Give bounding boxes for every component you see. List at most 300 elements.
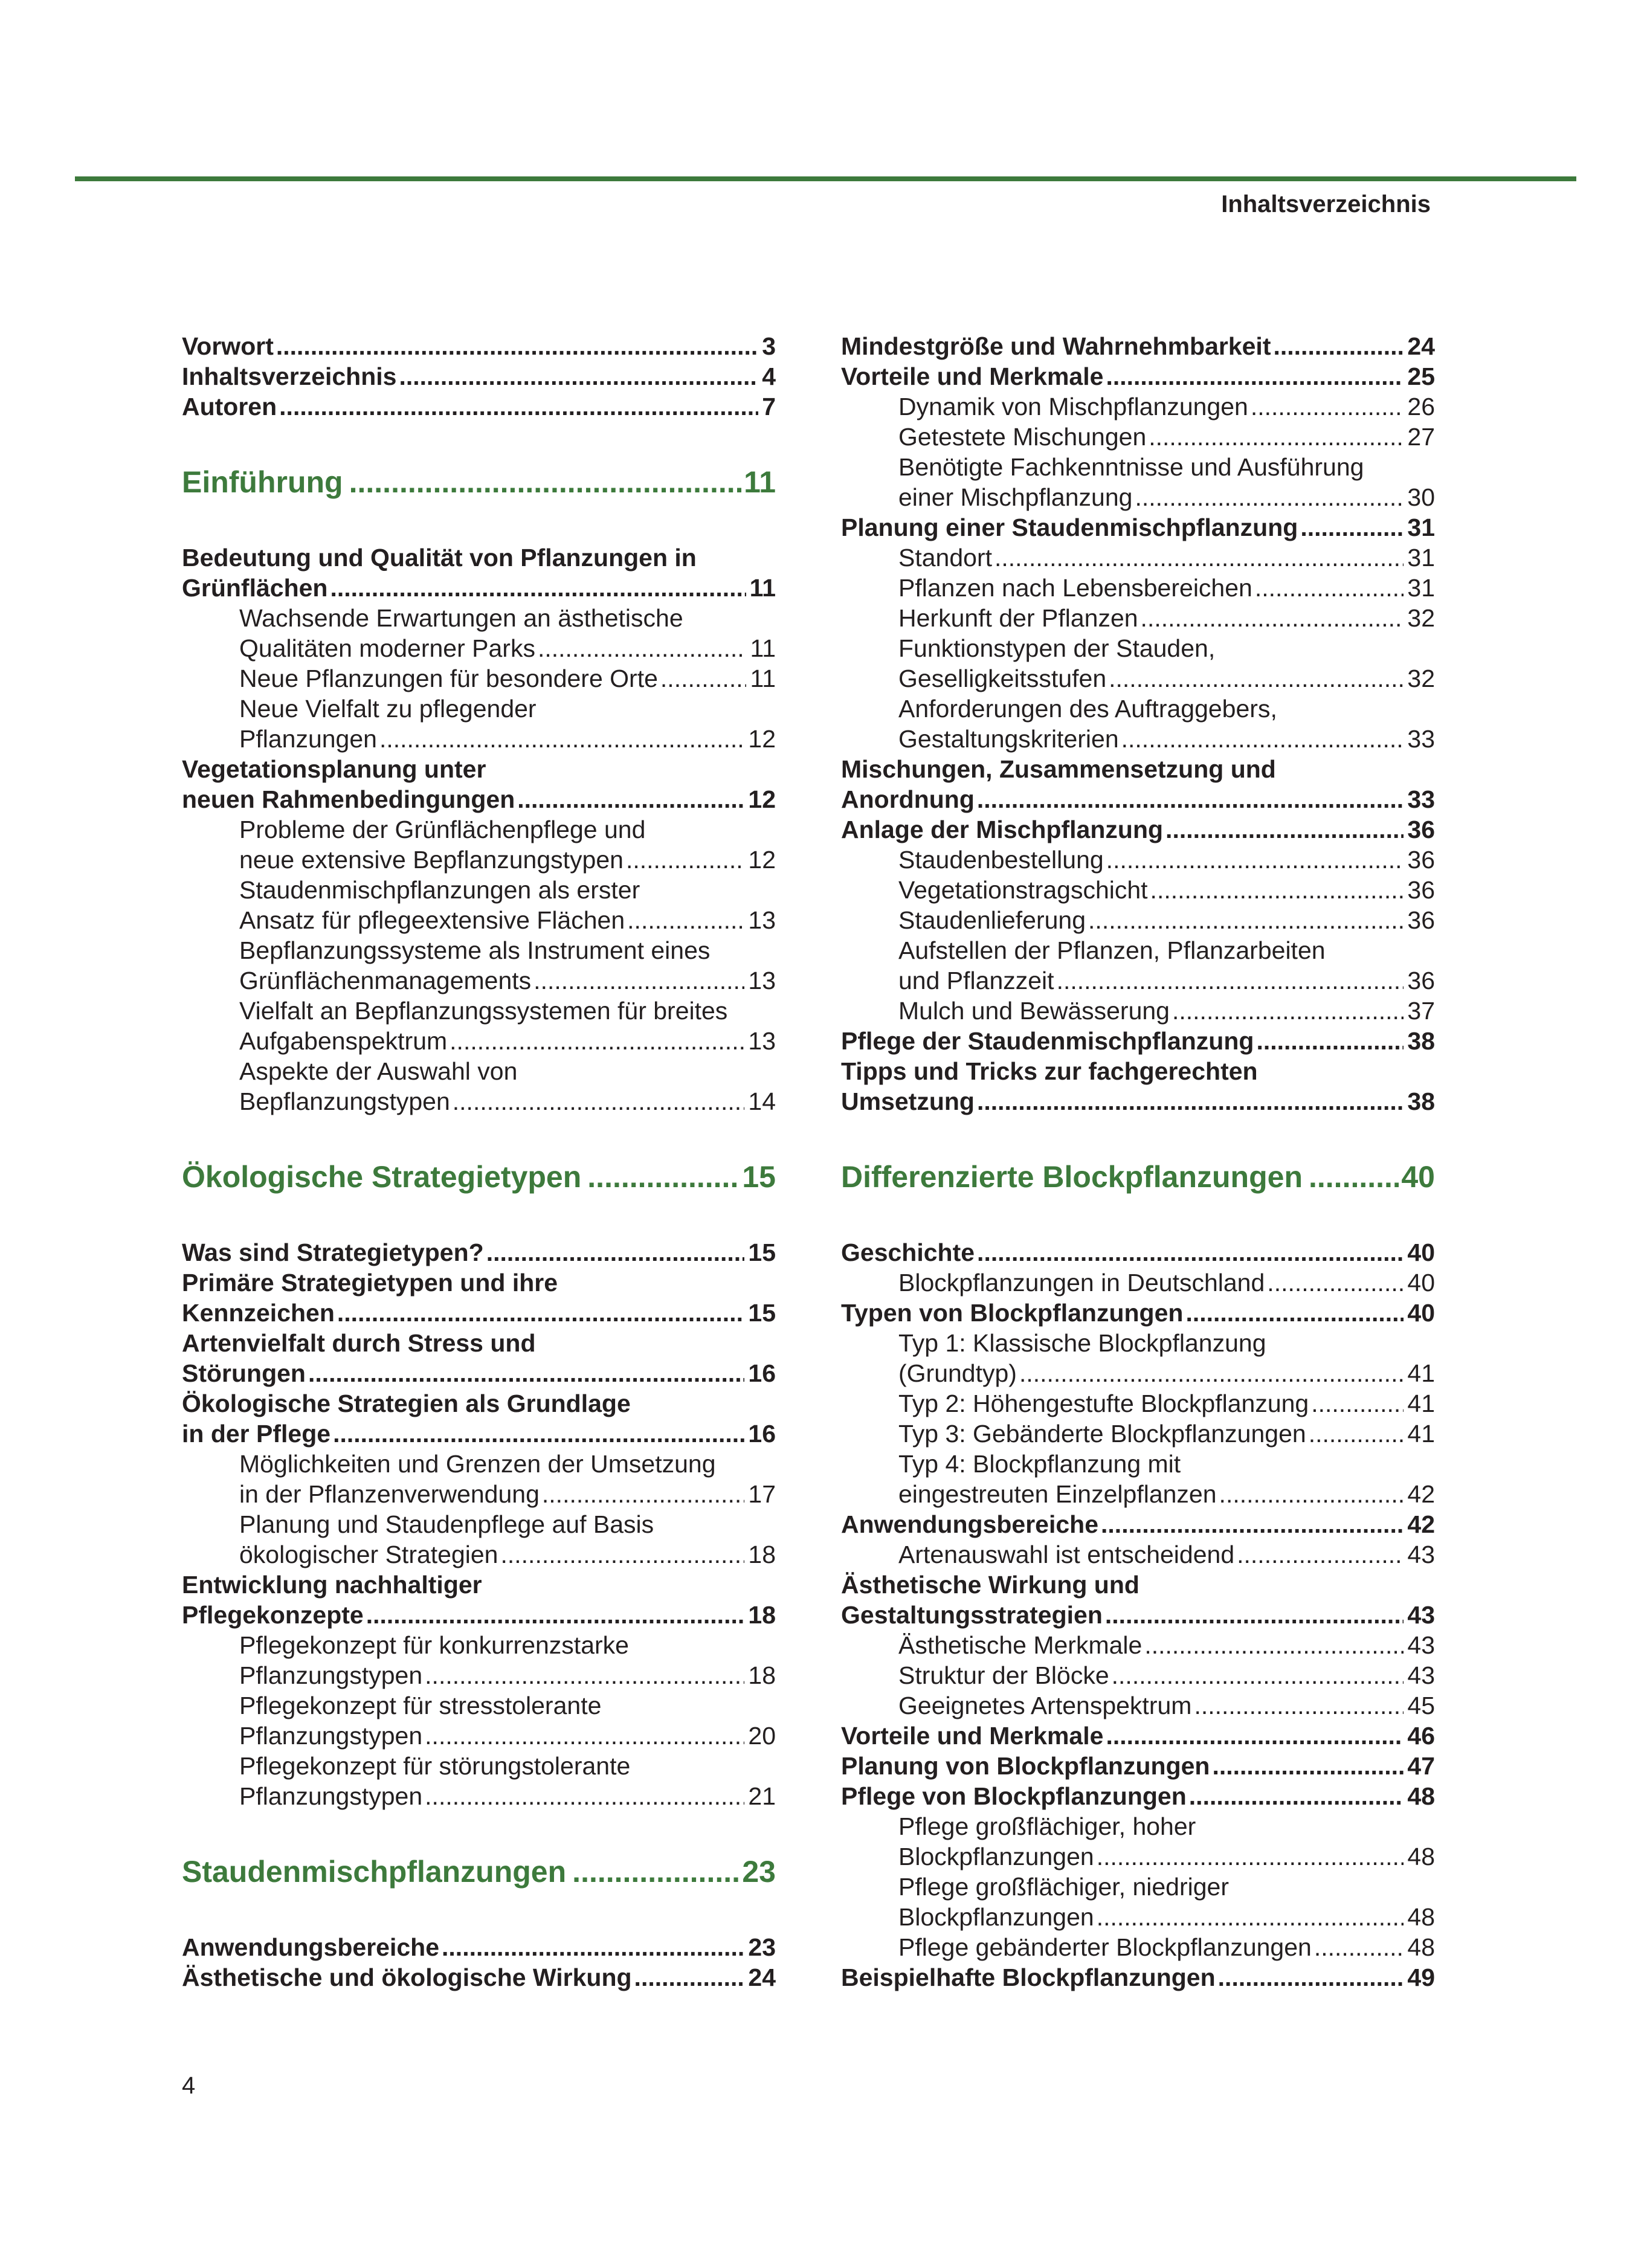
toc-section-title: Primäre Strategietypen und ihre (182, 1269, 558, 1297)
toc-subsection-title: Pflegekonzept für stresstolerante (239, 1692, 602, 1719)
toc-section-page: 25 (1407, 362, 1435, 390)
toc-subsection[interactable] (182, 663, 776, 694)
toc-section[interactable] (182, 1962, 776, 1993)
toc-subsection-title: und Pflanzzeit (898, 967, 1054, 994)
toc-subsection-title: Getestete Mischungen (898, 423, 1147, 451)
toc-subsection-title: Aufgabenspektrum (239, 1027, 448, 1055)
toc-subsection-title: Pflanzungen (239, 725, 377, 753)
toc-section-title: Anwendungsbereiche (182, 1933, 440, 1961)
toc-subsection[interactable] (841, 935, 1435, 965)
toc-chapter[interactable] (182, 1147, 776, 1207)
toc-section-title: Kennzeichen (182, 1299, 335, 1327)
toc-section-title: Vorwort (182, 332, 274, 360)
dot-leader (1256, 1026, 1404, 1056)
toc-subsection-page: 18 (748, 1541, 776, 1568)
toc-subsection-page: 36 (1407, 876, 1435, 904)
toc-section-title: Gestaltungsstrategien (841, 1601, 1103, 1629)
toc-subsection[interactable] (182, 845, 776, 875)
toc-subsection[interactable] (841, 965, 1435, 996)
toc-subsection[interactable] (841, 694, 1435, 724)
toc-subsection-page: 32 (1407, 665, 1435, 692)
toc-subsection[interactable] (182, 1630, 776, 1660)
toc-subsection[interactable] (841, 1539, 1435, 1570)
toc-subsection[interactable] (841, 1328, 1435, 1358)
dot-leader (1097, 1841, 1404, 1872)
toc-subsection-page: 11 (750, 634, 776, 662)
toc-section-title: Anlage der Mischpflanzung (841, 816, 1164, 843)
toc-subsection[interactable] (841, 1388, 1435, 1419)
toc-subsection-title: Blockpflanzungen (898, 1843, 1094, 1870)
dot-leader (1311, 1388, 1404, 1419)
toc-subsection-title: Planung und Staudenpflege auf Basis (239, 1510, 654, 1538)
dot-leader (425, 1781, 744, 1811)
toc-section[interactable] (841, 1570, 1435, 1600)
toc-subsection-page: 13 (748, 967, 776, 994)
toc-section-page: 38 (1407, 1087, 1435, 1115)
toc-section[interactable] (182, 1419, 776, 1449)
dot-leader (627, 905, 744, 935)
toc-section[interactable] (841, 1086, 1435, 1116)
toc-subsection[interactable] (841, 1479, 1435, 1509)
dot-leader (366, 1600, 745, 1630)
toc-subsection-page: 41 (1407, 1420, 1435, 1448)
dot-leader (977, 1086, 1404, 1116)
toc-subsection[interactable] (841, 1932, 1435, 1962)
toc-section[interactable] (841, 1751, 1435, 1781)
toc-subsection-title: Blockpflanzungen (898, 1903, 1094, 1931)
toc-subsection-title: Staudenmischpflanzungen als erster (239, 876, 640, 904)
toc-subsection-title: Typ 3: Gebänderte Blockpflanzungen (898, 1420, 1306, 1448)
dot-leader (517, 784, 744, 814)
toc-section[interactable] (841, 361, 1435, 391)
toc-subsection-title: ökologischer Strategien (239, 1541, 498, 1568)
toc-chapter-title: Differenzierte Blockpflanzungen (841, 1160, 1303, 1194)
toc-section-title: Planung einer Staudenmischpflanzung (841, 514, 1298, 541)
toc-subsection[interactable] (841, 603, 1435, 633)
toc-section-page: 24 (1407, 332, 1435, 360)
toc-section-title: Beispielhafte Blockpflanzungen (841, 1964, 1216, 1991)
toc-right-column (841, 331, 1435, 1993)
toc-subsection[interactable] (182, 1449, 776, 1479)
toc-subsection-page: 12 (748, 725, 776, 753)
toc-subsection[interactable] (841, 996, 1435, 1026)
toc-subsection-title: Funktionstypen der Stauden, (898, 634, 1216, 662)
toc-subsection[interactable] (841, 1690, 1435, 1721)
toc-subsection[interactable] (182, 1056, 776, 1086)
toc-section-page: 23 (748, 1933, 776, 1961)
toc-subsection-page: 43 (1407, 1541, 1435, 1568)
toc-subsection-title: einer Mischpflanzung (898, 483, 1133, 511)
toc-subsection-title: Pflanzungstypen (239, 1782, 423, 1810)
toc-spacer (182, 1116, 776, 1147)
toc-chapter-page: 23 (742, 1855, 776, 1889)
toc-section-page: 12 (748, 785, 776, 813)
toc-subsection[interactable] (841, 1630, 1435, 1660)
toc-section-title: Entwicklung nachhaltiger (182, 1571, 482, 1599)
dot-leader (1106, 361, 1404, 391)
dot-leader (1212, 1751, 1404, 1781)
dot-leader (1267, 1268, 1404, 1298)
header-rule (75, 176, 1576, 181)
toc-section[interactable] (182, 1268, 776, 1298)
toc-section-page: 3 (762, 332, 776, 360)
toc-subsection[interactable] (841, 543, 1435, 573)
toc-section[interactable] (841, 784, 1435, 814)
toc-subsection-page: 32 (1407, 604, 1435, 632)
toc-subsection[interactable] (182, 905, 776, 935)
toc-section-page: 15 (748, 1299, 776, 1327)
toc-subsection-page: 31 (1407, 544, 1435, 572)
toc-subsection-title: Dynamik von Mischpflanzungen (898, 393, 1248, 420)
toc-subsection[interactable] (182, 1509, 776, 1539)
toc-section-page: 31 (1407, 514, 1435, 541)
toc-section-title: Störungen (182, 1359, 306, 1387)
toc-section[interactable] (182, 543, 776, 573)
toc-section[interactable] (182, 1570, 776, 1600)
dot-leader (572, 1841, 740, 1902)
toc-subsection[interactable] (841, 724, 1435, 754)
toc-subsection-title: Typ 4: Blockpflanzung mit (898, 1450, 1181, 1478)
toc-section-title: Ästhetische Wirkung und (841, 1571, 1139, 1599)
toc-section-page: 40 (1407, 1239, 1435, 1266)
toc-section-title: Mischungen, Zusammensetzung und (841, 755, 1276, 783)
toc-section[interactable] (841, 814, 1435, 845)
toc-subsection[interactable] (182, 1721, 776, 1751)
toc-section[interactable] (182, 361, 776, 391)
toc-subsection[interactable] (841, 1268, 1435, 1298)
dot-leader (1088, 905, 1404, 935)
toc-subsection-title: Pflegekonzept für störungstolerante (239, 1752, 631, 1780)
toc-section-title: Bedeutung und Qualität von Pflanzungen in (182, 544, 697, 572)
toc-subsection-title: neue extensive Bepflanzungstypen (239, 846, 624, 874)
toc-spacer (182, 1902, 776, 1932)
toc-subsection[interactable] (182, 724, 776, 754)
toc-subsection-title: Pflegekonzept für konkurrenzstarke (239, 1631, 629, 1659)
toc-subsection-title: Blockpflanzungen in Deutschland (898, 1269, 1265, 1297)
toc-subsection[interactable] (841, 845, 1435, 875)
dot-leader (500, 1539, 744, 1570)
toc-section[interactable] (182, 1388, 776, 1419)
toc-section[interactable] (841, 1026, 1435, 1056)
toc-section-title: in der Pflege (182, 1420, 331, 1448)
toc-subsection-title: Pflanzen nach Lebensbereichen (898, 574, 1252, 602)
toc-subsection-page: 43 (1407, 1631, 1435, 1659)
toc-subsection-title: Herkunft der Pflanzen (898, 604, 1138, 632)
toc-subsection[interactable] (182, 1539, 776, 1570)
toc-section-page: 49 (1407, 1964, 1435, 1991)
dot-leader (349, 452, 742, 512)
dot-leader (1172, 996, 1404, 1026)
dot-leader (399, 361, 758, 391)
toc-section[interactable] (182, 573, 776, 603)
dot-leader (425, 1660, 744, 1690)
dot-leader (1121, 724, 1404, 754)
dot-leader (660, 663, 747, 694)
toc-section[interactable] (841, 1509, 1435, 1539)
toc-section-page: 48 (1407, 1782, 1435, 1810)
dot-leader (279, 391, 758, 422)
toc-section-title: Tipps und Tricks zur fachgerechten (841, 1057, 1258, 1085)
toc-subsection-title: Typ 1: Klassische Blockpflanzung (898, 1329, 1266, 1357)
toc-section-page: 18 (748, 1601, 776, 1629)
dot-leader (542, 1479, 745, 1509)
dot-leader (1144, 1630, 1404, 1660)
dot-leader (442, 1932, 744, 1962)
toc-spacer (182, 1811, 776, 1841)
toc-section-title: Geschichte (841, 1239, 975, 1266)
dot-leader (1109, 663, 1404, 694)
toc-section-title: Ästhetische und ökologische Wirkung (182, 1964, 632, 1991)
toc-subsection[interactable] (182, 1781, 776, 1811)
toc-chapter-page: 40 (1401, 1160, 1435, 1194)
toc-section[interactable] (841, 1600, 1435, 1630)
dot-leader (330, 573, 746, 603)
toc-subsection-title: Struktur der Blöcke (898, 1661, 1109, 1689)
dot-leader (1101, 1509, 1404, 1539)
toc-subsection-page: 40 (1407, 1269, 1435, 1297)
toc-subsection-page: 45 (1407, 1692, 1435, 1719)
toc-subsection[interactable] (841, 391, 1435, 422)
toc-subsection-title: Vielfalt an Bepflanzungssystemen für breites (239, 997, 728, 1025)
dot-leader (276, 331, 758, 361)
toc-chapter-title: Ökologische Strategietypen (182, 1160, 582, 1194)
toc-section-page: 42 (1407, 1510, 1435, 1538)
toc-subsection-title: Neue Vielfalt zu pflegender (239, 695, 537, 723)
toc-section-page: 7 (762, 393, 776, 420)
toc-section-title: Pflege der Staudenmischpflanzung (841, 1027, 1254, 1055)
toc-subsection[interactable] (841, 1358, 1435, 1388)
toc-section[interactable] (182, 331, 776, 361)
toc-section[interactable] (841, 1781, 1435, 1811)
toc-subsection-page: 17 (748, 1480, 776, 1508)
toc-subsection[interactable] (182, 814, 776, 845)
toc-section-title: Mindestgröße und Wahrnehmbarkeit (841, 332, 1271, 360)
toc-section[interactable] (182, 1358, 776, 1388)
dot-leader (977, 784, 1404, 814)
toc-subsection[interactable] (182, 875, 776, 905)
toc-section[interactable] (841, 1056, 1435, 1086)
dot-leader (1019, 1358, 1404, 1388)
toc-subsection-page: 36 (1407, 967, 1435, 994)
toc-subsection-page: 21 (748, 1782, 776, 1810)
toc-subsection-page: 33 (1407, 725, 1435, 753)
running-head: Inhaltsverzeichnis (1221, 191, 1431, 217)
toc-section-page: 16 (748, 1420, 776, 1448)
toc-subsection-title: Bepflanzungssysteme als Instrument eines (239, 936, 711, 964)
toc-subsection[interactable] (182, 1026, 776, 1056)
dot-leader (1150, 875, 1404, 905)
toc-subsection[interactable] (841, 1811, 1435, 1841)
toc-spacer (182, 512, 776, 543)
toc-section-page: 43 (1407, 1601, 1435, 1629)
toc-section[interactable] (841, 754, 1435, 784)
toc-subsection[interactable] (182, 1660, 776, 1690)
toc-subsection[interactable] (841, 482, 1435, 512)
toc-subsection-page: 30 (1407, 483, 1435, 511)
toc-subsection-page: 12 (748, 846, 776, 874)
toc-chapter-title: Einführung (182, 465, 343, 499)
dot-leader (1149, 422, 1404, 452)
toc-subsection[interactable] (841, 1841, 1435, 1872)
dot-leader (1135, 482, 1404, 512)
toc-subsection-title: Artenauswahl ist entscheidend (898, 1541, 1235, 1568)
toc-section-title: Grünflächen (182, 574, 328, 602)
dot-leader (1237, 1539, 1404, 1570)
toc-section-title: Inhaltsverzeichnis (182, 362, 397, 390)
toc-section-page: 47 (1407, 1752, 1435, 1780)
toc-section[interactable] (182, 1237, 776, 1268)
toc-subsection[interactable] (182, 965, 776, 996)
dot-leader (333, 1419, 744, 1449)
toc-subsection-page: 37 (1407, 997, 1435, 1025)
toc-subsection-page: 48 (1407, 1903, 1435, 1931)
toc-section-title: Vorteile und Merkmale (841, 1722, 1104, 1750)
toc-subsection-title: Anforderungen des Auftraggebers, (898, 695, 1277, 723)
toc-section-page: 36 (1407, 816, 1435, 843)
dot-leader (1194, 1690, 1404, 1721)
toc-subsection-page: 48 (1407, 1843, 1435, 1870)
toc-subsection[interactable] (841, 452, 1435, 482)
dot-leader (1106, 1721, 1404, 1751)
dot-leader (1185, 1298, 1404, 1328)
toc-subsection[interactable] (182, 1751, 776, 1781)
toc-section[interactable] (182, 391, 776, 422)
toc-section[interactable] (182, 754, 776, 784)
toc-section[interactable] (841, 1962, 1435, 1993)
toc-chapter-title: Staudenmischpflanzungen (182, 1855, 567, 1889)
toc-section[interactable] (182, 1298, 776, 1328)
toc-chapter[interactable] (841, 1147, 1435, 1207)
toc-subsection[interactable] (841, 875, 1435, 905)
toc-subsection-page: 41 (1407, 1359, 1435, 1387)
toc-subsection-title: Aufstellen der Pflanzen, Pflanzarbeiten (898, 936, 1326, 964)
toc-subsection-title: Mulch und Bewässerung (898, 997, 1170, 1025)
dot-leader (337, 1298, 745, 1328)
toc-chapter[interactable] (182, 1841, 776, 1902)
dot-leader (587, 1147, 740, 1207)
toc-subsection-title: Qualitäten moderner Parks (239, 634, 535, 662)
toc-section-title: Anordnung (841, 785, 975, 813)
page-number: 4 (182, 2072, 196, 2099)
toc-subsection[interactable] (182, 1086, 776, 1116)
toc-subsection[interactable] (841, 905, 1435, 935)
toc-subsection-page: 14 (748, 1087, 776, 1115)
toc-subsection-page: 20 (748, 1722, 776, 1750)
dot-leader (379, 724, 744, 754)
dot-leader (486, 1237, 745, 1268)
toc-subsection[interactable] (841, 633, 1435, 663)
toc-subsection-page: 36 (1407, 846, 1435, 874)
toc-section-page: 38 (1407, 1027, 1435, 1055)
toc-section-title: Pflege von Blockpflanzungen (841, 1782, 1187, 1810)
dot-leader (533, 965, 744, 996)
dot-leader (425, 1721, 744, 1751)
toc-section-title: Pflegekonzepte (182, 1601, 364, 1629)
toc-subsection-title: Vegetationstragschicht (898, 876, 1148, 904)
dot-leader (450, 1026, 744, 1056)
toc-subsection[interactable] (182, 1479, 776, 1509)
toc-section[interactable] (841, 512, 1435, 543)
toc-subsection[interactable] (841, 573, 1435, 603)
toc-section-title: Anwendungsbereiche (841, 1510, 1099, 1538)
toc-subsection[interactable] (182, 935, 776, 965)
toc-section-title: Artenvielfalt durch Stress und (182, 1329, 536, 1357)
toc-section-title: Ökologische Strategien als Grundlage (182, 1390, 631, 1417)
toc-subsection-title: Pflanzungstypen (239, 1722, 423, 1750)
toc-subsection[interactable] (182, 694, 776, 724)
toc-subsection-title: in der Pflanzenverwendung (239, 1480, 540, 1508)
dot-leader (308, 1358, 744, 1388)
toc-subsection-title: Pflanzungstypen (239, 1661, 423, 1689)
dot-leader (1165, 814, 1404, 845)
toc-spacer (841, 1116, 1435, 1147)
toc-section[interactable] (841, 1721, 1435, 1751)
dot-leader (977, 1237, 1404, 1268)
toc-subsection[interactable] (182, 603, 776, 633)
toc-subsection-title: Pflege gebänderter Blockpflanzungen (898, 1933, 1312, 1961)
dot-leader (1309, 1147, 1399, 1207)
dot-leader (1141, 603, 1404, 633)
toc-subsection[interactable] (841, 1419, 1435, 1449)
toc-subsection[interactable] (841, 663, 1435, 694)
toc-subsection-title: Ansatz für pflegeextensive Flächen (239, 906, 625, 934)
toc-subsection[interactable] (841, 1902, 1435, 1932)
toc-section[interactable] (841, 331, 1435, 361)
toc-subsection-page: 43 (1407, 1661, 1435, 1689)
toc-section-page: 15 (748, 1239, 776, 1266)
dot-leader (1189, 1781, 1404, 1811)
toc-subsection-page: 31 (1407, 574, 1435, 602)
toc-left-column (182, 331, 776, 1993)
toc-section[interactable] (841, 1298, 1435, 1328)
toc-chapter[interactable] (182, 452, 776, 512)
toc-subsection-page: 27 (1407, 423, 1435, 451)
toc-section[interactable] (841, 1237, 1435, 1268)
toc-subsection-page: 41 (1407, 1390, 1435, 1417)
toc-subsection[interactable] (841, 1872, 1435, 1902)
toc-subsection[interactable] (841, 422, 1435, 452)
toc-subsection-page: 48 (1407, 1933, 1435, 1961)
toc-subsection-title: Bepflanzungstypen (239, 1087, 450, 1115)
toc-subsection[interactable] (182, 1690, 776, 1721)
toc-subsection[interactable] (182, 633, 776, 663)
toc-section-title: Planung von Blockpflanzungen (841, 1752, 1210, 1780)
dot-leader (1105, 1600, 1404, 1630)
toc-subsection[interactable] (841, 1449, 1435, 1479)
toc-subsection[interactable] (841, 1660, 1435, 1690)
toc-section[interactable] (182, 1328, 776, 1358)
toc-section[interactable] (182, 784, 776, 814)
toc-section-page: 4 (762, 362, 776, 390)
toc-subsection[interactable] (182, 996, 776, 1026)
toc-subsection-title: Ästhetische Merkmale (898, 1631, 1143, 1659)
toc-subsection-title: Gestaltungskriterien (898, 725, 1119, 753)
toc-section[interactable] (182, 1600, 776, 1630)
toc-section-title: Vorteile und Merkmale (841, 362, 1104, 390)
dot-leader (1309, 1419, 1404, 1449)
toc-subsection-title: Wachsende Erwartungen an ästhetische (239, 604, 683, 632)
toc-subsection-title: Aspekte der Auswahl von (239, 1057, 518, 1085)
toc-section[interactable] (182, 1932, 776, 1962)
dot-leader (1251, 391, 1404, 422)
toc-subsection-title: Staudenbestellung (898, 846, 1104, 874)
toc-subsection-page: 42 (1407, 1480, 1435, 1508)
toc-subsection-page: 11 (750, 665, 776, 692)
dot-leader (1057, 965, 1404, 996)
dot-leader (1106, 845, 1404, 875)
toc-section-page: 33 (1407, 785, 1435, 813)
toc-subsection-title: Typ 2: Höhengestufte Blockpflanzung (898, 1390, 1309, 1417)
